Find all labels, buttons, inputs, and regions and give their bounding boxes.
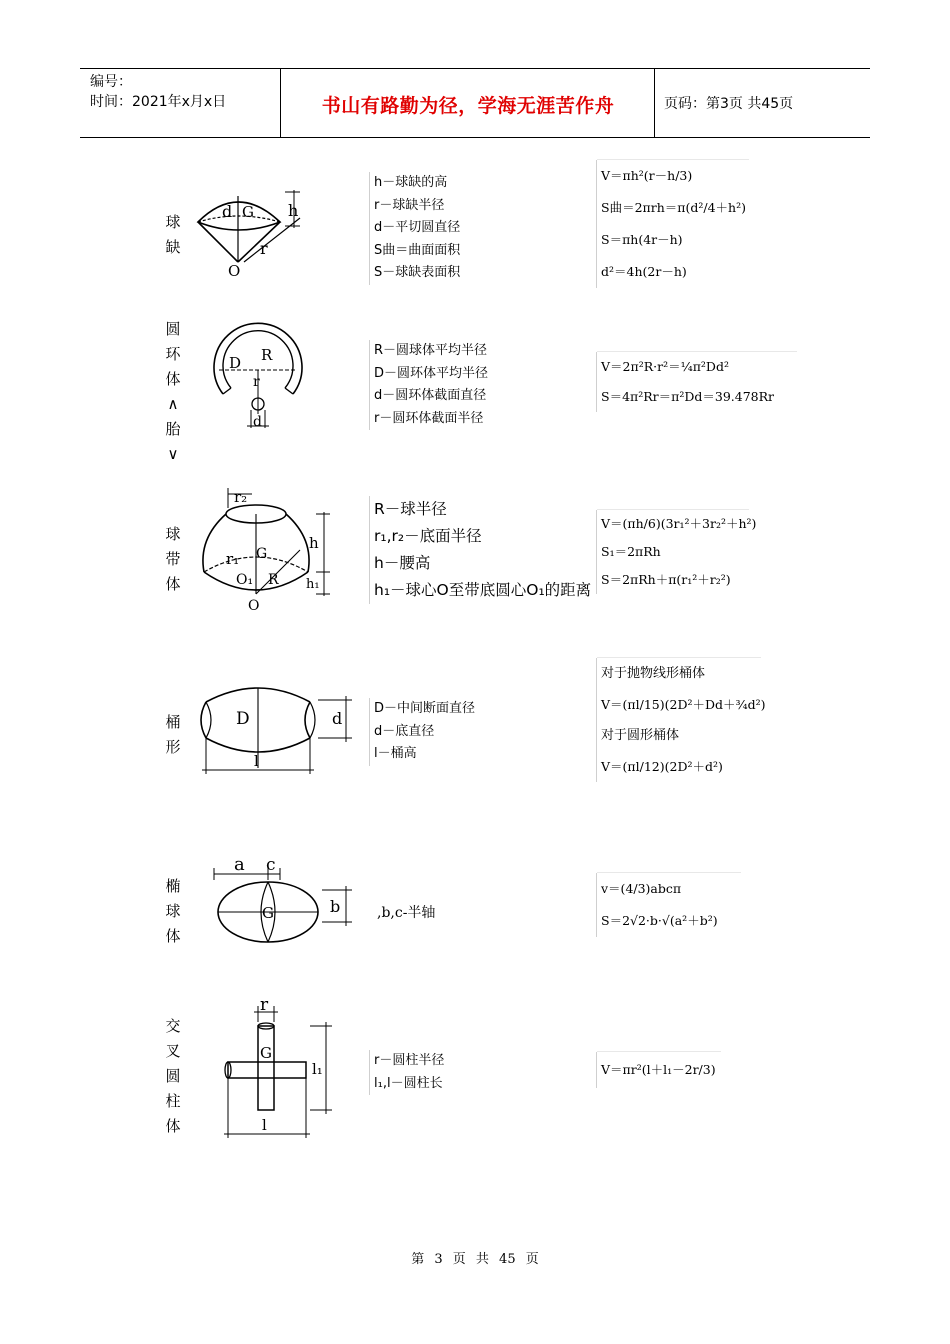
header-meta (90, 72, 226, 112)
formulas-spherical-cap (597, 160, 749, 288)
definition: r－圆柱半径 (374, 1053, 445, 1068)
formula: S＝2√2·b·√(a²＋b²) (601, 913, 718, 928)
definition: h－球缺的高 (374, 175, 448, 190)
fig-label: r (260, 996, 269, 1015)
formula: S₁＝2πRh (601, 544, 661, 559)
motto: 书山有路勤为径，学海无涯苦作舟 (321, 95, 615, 117)
fig-label: O (248, 598, 260, 614)
fig-label: G (262, 904, 274, 922)
crossed-cylinders-figure (218, 996, 348, 1144)
definition: r－圆环体截面半径 (374, 410, 484, 426)
formulas-ellipsoid (597, 873, 741, 937)
fig-label: a (234, 854, 245, 875)
formulas-torus (597, 352, 797, 412)
definition: l－桶高 (374, 746, 417, 761)
definition: S－球缺表面积 (374, 265, 461, 280)
shape-name-spherical-zone: 球 带 体 (165, 525, 181, 593)
fig-label: R (261, 346, 273, 364)
fig-label: d (222, 202, 233, 221)
fig-label: d (253, 414, 262, 430)
serial-label: 编号： (90, 74, 132, 90)
formulas-barrel (597, 658, 766, 782)
fig-label: G (242, 203, 254, 221)
spherical-cap-figure (188, 180, 313, 280)
formula: S曲＝2πrh＝π(d²/4＋h²) (601, 200, 746, 215)
fig-label: D (229, 354, 242, 372)
definition: D－中间断面直径 (374, 701, 476, 716)
header-divider (654, 69, 655, 137)
fig-label: r (253, 374, 260, 390)
page-info: 页码：第3页 共45页 (664, 96, 794, 112)
definition: R－球半径 (374, 500, 447, 518)
definitions-spherical-zone (370, 496, 610, 604)
definition: d－底直径 (374, 723, 435, 739)
definition: D－圆环体平均半径 (374, 365, 489, 381)
definition: r₁,r₂－底面半径 (374, 527, 482, 545)
page-header (80, 68, 870, 138)
formula: V＝πr²(l＋l₁－2r/3) (601, 1062, 716, 1077)
definition: r－球缺半径 (374, 197, 445, 213)
fig-label: G (256, 546, 268, 562)
page-footer: 第 3 页 共 45 页 (411, 1252, 539, 1267)
shape-name-spherical-cap: 球缺 (165, 213, 181, 256)
fig-label: R (268, 572, 279, 588)
barrel-figure (196, 680, 356, 780)
definition: h₁－球心O至带底圆心O₁的距离 (374, 581, 592, 599)
shape-name-ellipsoid: 椭 球 体 (165, 877, 181, 945)
fig-label: r (260, 239, 268, 258)
formula: V＝2π²R·r²＝¼π²Dd² (601, 359, 729, 374)
fig-label: l (254, 752, 259, 770)
fig-label: r₂ (234, 488, 248, 506)
torus-figure (205, 322, 310, 437)
formula: d²＝4h(2r－h) (601, 264, 687, 279)
fig-label: d (332, 709, 343, 728)
shape-name-torus: 圆 环 体 ∧ 胎 ∨ (165, 320, 181, 463)
definitions-torus (370, 340, 500, 430)
definition: l₁,l－圆柱长 (374, 1075, 443, 1091)
formula: S＝4π²Rr＝π²Dd＝39.478Rr (601, 389, 775, 404)
definitions-ellipsoid: ,b,c-半轴 (377, 905, 436, 921)
definition: d－平切圆直径 (374, 220, 461, 235)
fig-label: c (266, 855, 276, 875)
formula-note: 对于抛物线形桶体 (601, 666, 706, 681)
definitions-barrel (370, 698, 490, 766)
fig-label: h₁ (306, 577, 320, 592)
definitions-crossed-cylinders (370, 1050, 458, 1095)
formula: V＝(πh/6)(3r₁²＋3r₂²＋h²) (601, 516, 757, 531)
definition: h－腰高 (374, 554, 431, 572)
definition: R－圆球体平均半径 (374, 343, 488, 358)
formulas-crossed-cylinders (597, 1052, 721, 1088)
fig-label: O₁ (236, 572, 254, 588)
fig-label: b (330, 897, 341, 916)
formula: S＝πh(4r－h) (601, 232, 683, 247)
fig-label: G (260, 1044, 272, 1062)
fig-label: h (288, 201, 299, 220)
shape-name-crossed-cylinders: 交 叉 圆 柱 体 (165, 1017, 181, 1135)
formula-note: 对于圆形桶体 (601, 728, 680, 743)
fig-label: l (262, 1116, 267, 1134)
definitions-spherical-cap (370, 172, 478, 285)
formula: V＝(πl/15)(2D²＋Dd＋¾d²) (601, 697, 766, 712)
date-line: 时间：2021年x月x日 (90, 94, 227, 110)
ellipsoid-figure (206, 850, 356, 960)
definition: d－圆环体截面直径 (374, 388, 487, 403)
shape-name-barrel: 桶 形 (165, 713, 181, 756)
formula: v＝(4/3)abcπ (601, 881, 682, 896)
fig-label: h (309, 534, 319, 552)
fig-label: O (228, 262, 241, 280)
fig-label: D (236, 709, 250, 729)
formula: V＝πh²(r－h/3) (601, 168, 693, 183)
formulas-spherical-zone (597, 510, 757, 594)
spherical-zone-figure (196, 484, 336, 614)
fig-label: l₁ (312, 1060, 323, 1078)
formula: V＝(πl/12)(2D²＋d²) (601, 759, 723, 774)
header-divider (280, 69, 281, 137)
fig-label: r₁ (226, 550, 240, 568)
formula: S＝2πRh＋π(r₁²＋r₂²) (601, 572, 731, 587)
definition: S曲＝曲面面积 (374, 242, 461, 258)
